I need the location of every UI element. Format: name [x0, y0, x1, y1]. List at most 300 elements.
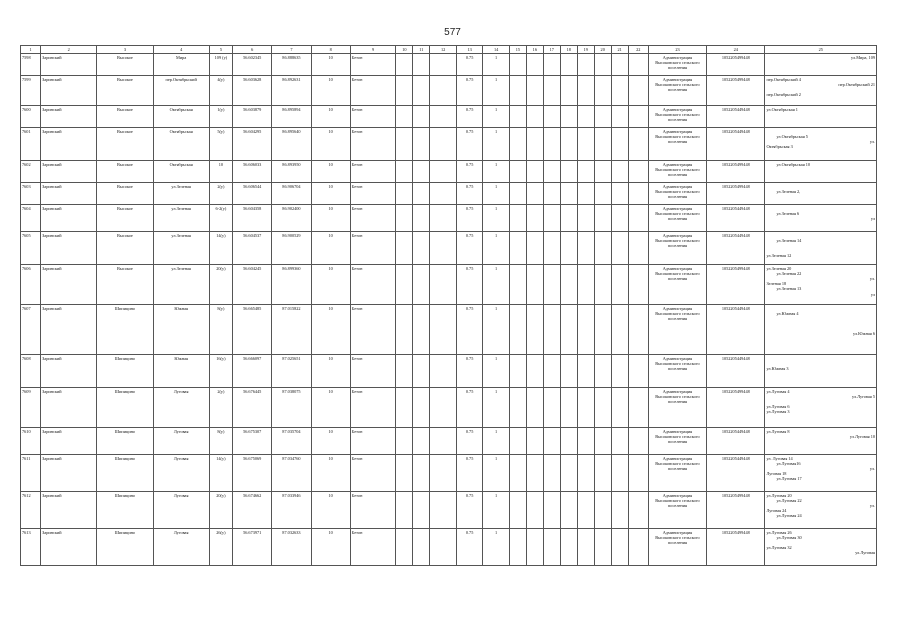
latitude-cell: 56.675307 — [233, 428, 272, 455]
village-cell: Высокое — [97, 76, 153, 106]
row-number: 7612 — [21, 492, 41, 529]
row-number: 7610 — [21, 428, 41, 455]
empty-cell — [577, 455, 594, 492]
house-cell: 5(у) — [209, 128, 232, 161]
empty-cell — [577, 492, 594, 529]
empty-cell — [413, 265, 430, 305]
material-cell: Бетон — [350, 529, 396, 566]
empty-cell — [430, 205, 457, 232]
empty-cell — [628, 232, 648, 265]
ogrn-cell: 1052205499448 — [707, 265, 765, 305]
empty-cell — [577, 54, 594, 76]
street-cell: Луговая — [153, 492, 209, 529]
empty-cell — [560, 232, 577, 265]
address-line: ул.Луговая 4 — [766, 388, 790, 394]
empty-cell — [396, 54, 413, 76]
empty-cell — [509, 305, 526, 355]
village-cell: Высокое — [97, 54, 153, 76]
empty-cell — [526, 305, 543, 355]
house-cell: 4(у) — [209, 76, 232, 106]
empty-cell — [594, 492, 611, 529]
address-line: ул.Южная 4 — [776, 310, 799, 316]
volume-cell: 0.75 — [456, 455, 483, 492]
ogrn-cell: 1052205449448 — [707, 232, 765, 265]
material-cell: Бетон — [350, 205, 396, 232]
volume-cell: 0.75 — [456, 529, 483, 566]
volume-cell: 0.75 — [456, 265, 483, 305]
quantity-cell: 1 — [483, 76, 510, 106]
ogrn-cell: 1052205449448 — [707, 428, 765, 455]
served-addresses-cell — [765, 232, 877, 265]
empty-cell — [413, 529, 430, 566]
empty-cell — [526, 355, 543, 388]
empty-cell — [628, 161, 648, 183]
latitude-cell: 56.603879 — [233, 106, 272, 128]
address-line: ул.Зеленая 12 — [766, 253, 792, 259]
longitude-cell: 86.895894 — [272, 106, 311, 128]
address-line: ул.Южная 3 — [766, 365, 789, 371]
row-number: 7603 — [21, 183, 41, 205]
street-cell: ул.Зеленая — [153, 183, 209, 205]
district-cell: Заринский — [41, 455, 97, 492]
address-line: ул. — [869, 465, 875, 471]
empty-cell — [413, 183, 430, 205]
latitude-cell: 56.603628 — [233, 76, 272, 106]
empty-cell — [628, 388, 648, 428]
empty-cell — [594, 161, 611, 183]
ogrn-cell: 1052205499448 — [707, 529, 765, 566]
empty-cell — [526, 529, 543, 566]
empty-cell — [543, 388, 560, 428]
empty-cell — [526, 128, 543, 161]
ogrn-cell: 1052205499448 — [707, 388, 765, 428]
house-cell: 2(у) — [209, 388, 232, 428]
empty-cell — [594, 54, 611, 76]
empty-cell — [509, 355, 526, 388]
empty-cell — [611, 388, 628, 428]
empty-cell — [526, 232, 543, 265]
village-cell: Шипицино — [97, 529, 153, 566]
longitude-cell: 86.892631 — [272, 76, 311, 106]
latitude-cell: 56.673971 — [233, 529, 272, 566]
empty-cell — [396, 205, 413, 232]
quantity-cell: 1 — [483, 265, 510, 305]
empty-cell — [430, 355, 457, 388]
empty-cell — [560, 305, 577, 355]
empty-cell — [611, 492, 628, 529]
empty-cell — [430, 232, 457, 265]
empty-cell — [543, 183, 560, 205]
column-8-cell: 10 — [311, 529, 350, 566]
column-header: 2 — [41, 46, 97, 54]
village-cell: Шипицино — [97, 455, 153, 492]
empty-cell — [560, 355, 577, 388]
ogrn-cell: 1052205499448 — [707, 161, 765, 183]
quantity-cell: 1 — [483, 232, 510, 265]
data-table — [20, 45, 877, 566]
empty-cell — [509, 388, 526, 428]
table-row — [21, 428, 877, 455]
table-row — [21, 205, 877, 232]
street-cell: Октябрьская — [153, 106, 209, 128]
column-8-cell: 10 — [311, 106, 350, 128]
empty-cell — [611, 232, 628, 265]
empty-cell — [430, 305, 457, 355]
empty-cell — [611, 106, 628, 128]
latitude-cell: 56.606544 — [233, 183, 272, 205]
empty-cell — [628, 76, 648, 106]
longitude-cell: 87.032633 — [272, 529, 311, 566]
organization-cell: Администрация Высоковского сельского поселения — [648, 388, 706, 428]
address-line: ул.Луговая 22 — [776, 497, 802, 503]
organization-cell: Администрация Высоковского сельского поселения — [648, 265, 706, 305]
latitude-cell: 56.676445 — [233, 388, 272, 428]
village-cell: Высокое — [97, 232, 153, 265]
address-line: Октябрьская 3 — [766, 144, 793, 150]
empty-cell — [526, 388, 543, 428]
organization-cell: Администрация Высоковского сельского поселения — [648, 305, 706, 355]
empty-cell — [396, 76, 413, 106]
ogrn-cell: 1052205449448 — [707, 455, 765, 492]
empty-cell — [611, 305, 628, 355]
street-cell: Октябрьская — [153, 161, 209, 183]
empty-cell — [560, 161, 577, 183]
address-line: ул.Мира, 109 — [851, 54, 875, 60]
longitude-cell: 86.893950 — [272, 161, 311, 183]
empty-cell — [628, 106, 648, 128]
district-cell: Заринский — [41, 76, 97, 106]
table-row — [21, 305, 877, 355]
ogrn-cell: 1052205499448 — [707, 183, 765, 205]
empty-cell — [611, 183, 628, 205]
street-cell: Луговая — [153, 529, 209, 566]
row-number: 7600 — [21, 106, 41, 128]
house-cell: 10 — [209, 161, 232, 183]
empty-cell — [577, 232, 594, 265]
row-number: 7606 — [21, 265, 41, 305]
empty-cell — [430, 428, 457, 455]
empty-cell — [526, 455, 543, 492]
ogrn-cell: 1052205449448 — [707, 128, 765, 161]
column-header: 21 — [611, 46, 628, 54]
empty-cell — [577, 388, 594, 428]
address-line: ул.Луговая 20 — [766, 492, 792, 498]
column-header: 4 — [153, 46, 209, 54]
empty-cell — [611, 355, 628, 388]
district-cell: Заринский — [41, 161, 97, 183]
empty-cell — [430, 54, 457, 76]
row-number: 7598 — [21, 54, 41, 76]
empty-cell — [396, 305, 413, 355]
column-header: 16 — [526, 46, 543, 54]
quantity-cell: 1 — [483, 106, 510, 128]
street-cell: Луговая — [153, 388, 209, 428]
empty-cell — [560, 388, 577, 428]
volume-cell: 0.75 — [456, 183, 483, 205]
empty-cell — [594, 232, 611, 265]
empty-cell — [628, 355, 648, 388]
empty-cell — [526, 54, 543, 76]
volume-cell: 0.75 — [456, 428, 483, 455]
district-cell: Заринский — [41, 265, 97, 305]
quantity-cell: 1 — [483, 455, 510, 492]
served-addresses-cell — [765, 265, 877, 305]
house-cell: 20(у) — [209, 265, 232, 305]
volume-cell: 0.75 — [456, 388, 483, 428]
row-number: 7602 — [21, 161, 41, 183]
village-cell: Шипицино — [97, 388, 153, 428]
address-line: ул.Луговая 10 — [849, 433, 875, 439]
empty-cell — [628, 183, 648, 205]
ogrn-cell: 1052205449448 — [707, 205, 765, 232]
column-header: 22 — [628, 46, 648, 54]
address-line: ул.Луговая 3 — [766, 409, 790, 415]
empty-cell — [628, 265, 648, 305]
empty-cell — [594, 205, 611, 232]
street-cell: Мира — [153, 54, 209, 76]
column-8-cell: 10 — [311, 128, 350, 161]
district-cell: Заринский — [41, 305, 97, 355]
empty-cell — [509, 428, 526, 455]
address-line: ул — [870, 215, 875, 221]
empty-cell — [413, 388, 430, 428]
row-number: 7608 — [21, 355, 41, 388]
empty-cell — [594, 183, 611, 205]
empty-cell — [430, 128, 457, 161]
empty-cell — [430, 76, 457, 106]
address-line: ул.Луговая 26 — [766, 529, 792, 535]
empty-cell — [577, 183, 594, 205]
address-line: ул.Луговая 17 — [776, 476, 802, 482]
column-8-cell: 10 — [311, 205, 350, 232]
ogrn-cell: 1052205449448 — [707, 106, 765, 128]
district-cell: Заринский — [41, 183, 97, 205]
longitude-cell: 87.035704 — [272, 428, 311, 455]
volume-cell: 0.75 — [456, 492, 483, 529]
column-header: 6 — [233, 46, 272, 54]
served-addresses-cell — [765, 492, 877, 529]
empty-cell — [577, 428, 594, 455]
empty-cell — [594, 355, 611, 388]
address-line: ул.Зеленая 2, — [776, 188, 801, 194]
empty-cell — [543, 492, 560, 529]
house-cell: 16(у) — [209, 355, 232, 388]
address-line: ул.Луговая 8 — [766, 428, 790, 434]
column-header: 24 — [707, 46, 765, 54]
served-addresses-cell — [765, 106, 877, 128]
address-line: ул.Луговая16 — [776, 460, 801, 466]
empty-cell — [594, 265, 611, 305]
empty-cell — [526, 428, 543, 455]
organization-cell: Администрация Высоковского сельского поселения — [648, 106, 706, 128]
row-number: 7604 — [21, 205, 41, 232]
address-line: пер.Октябрьский 4 — [766, 76, 801, 82]
village-cell: Высокое — [97, 161, 153, 183]
empty-cell — [611, 128, 628, 161]
table-row — [21, 388, 877, 428]
village-cell: Шипицино — [97, 492, 153, 529]
latitude-cell: 56.606033 — [233, 161, 272, 183]
empty-cell — [396, 161, 413, 183]
empty-cell — [526, 492, 543, 529]
empty-cell — [543, 529, 560, 566]
empty-cell — [577, 265, 594, 305]
column-header: 10 — [396, 46, 413, 54]
empty-cell — [509, 492, 526, 529]
table-row — [21, 232, 877, 265]
served-addresses-cell — [765, 355, 877, 388]
organization-cell: Администрация Высоковского сельского поселения — [648, 529, 706, 566]
empty-cell — [543, 76, 560, 106]
column-8-cell: 10 — [311, 305, 350, 355]
empty-cell — [526, 183, 543, 205]
organization-cell: Администрация Высоковского сельского поселения — [648, 76, 706, 106]
empty-cell — [509, 529, 526, 566]
longitude-cell: 87.025651 — [272, 355, 311, 388]
empty-cell — [543, 205, 560, 232]
empty-cell — [628, 205, 648, 232]
empty-cell — [628, 128, 648, 161]
empty-cell — [413, 205, 430, 232]
address-line: ул. — [869, 502, 875, 508]
row-number: 7599 — [21, 76, 41, 106]
column-header: 11 — [413, 46, 430, 54]
empty-cell — [560, 265, 577, 305]
quantity-cell: 1 — [483, 355, 510, 388]
village-cell: Высокое — [97, 205, 153, 232]
empty-cell — [396, 232, 413, 265]
empty-cell — [560, 183, 577, 205]
quantity-cell: 1 — [483, 529, 510, 566]
material-cell: Бетон — [350, 232, 396, 265]
empty-cell — [543, 428, 560, 455]
empty-cell — [611, 161, 628, 183]
address-line: Луговая 24 — [766, 508, 787, 514]
empty-cell — [628, 54, 648, 76]
street-cell: ул.Зеленая — [153, 205, 209, 232]
quantity-cell: 1 — [483, 492, 510, 529]
empty-cell — [577, 529, 594, 566]
longitude-cell: 86.899360 — [272, 265, 311, 305]
empty-cell — [413, 161, 430, 183]
house-cell: 20(у) — [209, 492, 232, 529]
empty-cell — [509, 54, 526, 76]
column-8-cell: 10 — [311, 76, 350, 106]
quantity-cell: 1 — [483, 305, 510, 355]
address-line: ул.Луговая 5 — [851, 393, 875, 399]
address-line: пер.Октябрьский 21 — [838, 81, 875, 87]
header-row — [21, 46, 877, 54]
volume-cell: 0.75 — [456, 106, 483, 128]
empty-cell — [628, 455, 648, 492]
address-line: ул. — [869, 275, 875, 281]
empty-cell — [577, 355, 594, 388]
ogrn-cell: 1052205499448 — [707, 76, 765, 106]
table-row — [21, 492, 877, 529]
row-number: 7613 — [21, 529, 41, 566]
column-8-cell: 10 — [311, 161, 350, 183]
empty-cell — [430, 388, 457, 428]
empty-cell — [430, 529, 457, 566]
table-row — [21, 183, 877, 205]
street-cell: Южная — [153, 355, 209, 388]
material-cell: Бетон — [350, 128, 396, 161]
latitude-cell: 56.674662 — [233, 492, 272, 529]
latitude-cell: 56.665485 — [233, 305, 272, 355]
empty-cell — [413, 355, 430, 388]
empty-cell — [430, 492, 457, 529]
served-addresses-cell — [765, 428, 877, 455]
latitude-cell: 56.604295 — [233, 128, 272, 161]
served-addresses-cell — [765, 529, 877, 566]
district-cell: Заринский — [41, 54, 97, 76]
empty-cell — [509, 76, 526, 106]
longitude-cell: 87.038075 — [272, 388, 311, 428]
empty-cell — [594, 388, 611, 428]
house-cell: 14(у) — [209, 232, 232, 265]
district-cell: Заринский — [41, 232, 97, 265]
empty-cell — [560, 128, 577, 161]
district-cell: Заринский — [41, 355, 97, 388]
empty-cell — [560, 205, 577, 232]
district-cell: Заринский — [41, 388, 97, 428]
empty-cell — [628, 428, 648, 455]
material-cell: Бетон — [350, 492, 396, 529]
district-cell: Заринский — [41, 128, 97, 161]
district-cell: Заринский — [41, 428, 97, 455]
ogrn-cell: 1052205449448 — [707, 305, 765, 355]
served-addresses-cell — [765, 205, 877, 232]
column-8-cell: 10 — [311, 183, 350, 205]
empty-cell — [526, 205, 543, 232]
column-8-cell: 10 — [311, 54, 350, 76]
address-line: ул. — [869, 138, 875, 144]
organization-cell: Администрация Высоковского сельского поселения — [648, 355, 706, 388]
empty-cell — [543, 455, 560, 492]
empty-cell — [396, 128, 413, 161]
street-cell: пер.Октябрьский — [153, 76, 209, 106]
empty-cell — [509, 232, 526, 265]
longitude-cell: 87.015822 — [272, 305, 311, 355]
column-header: 1 — [21, 46, 41, 54]
empty-cell — [611, 205, 628, 232]
empty-cell — [396, 455, 413, 492]
column-header: 3 — [97, 46, 153, 54]
street-cell: Луговая — [153, 455, 209, 492]
empty-cell — [560, 428, 577, 455]
ogrn-cell: 1052205499448 — [707, 54, 765, 76]
address-line: ул. Луговая 14 — [766, 455, 793, 461]
empty-cell — [594, 76, 611, 106]
street-cell: Южная — [153, 305, 209, 355]
column-header: 23 — [648, 46, 706, 54]
empty-cell — [509, 106, 526, 128]
empty-cell — [577, 161, 594, 183]
empty-cell — [413, 455, 430, 492]
address-line: ул.Октябрьская 10 — [776, 161, 811, 167]
house-cell: 6-2(у) — [209, 205, 232, 232]
table-row — [21, 54, 877, 76]
empty-cell — [560, 529, 577, 566]
empty-cell — [396, 492, 413, 529]
material-cell: Бетон — [350, 54, 396, 76]
served-addresses-cell — [765, 305, 877, 355]
address-line: ул.Зеленая 20 — [766, 265, 792, 271]
column-8-cell: 10 — [311, 388, 350, 428]
material-cell: Бетон — [350, 161, 396, 183]
address-line: ул.Зеленая 6 — [776, 210, 800, 216]
address-line: ул.Луговая 6 — [766, 404, 790, 410]
